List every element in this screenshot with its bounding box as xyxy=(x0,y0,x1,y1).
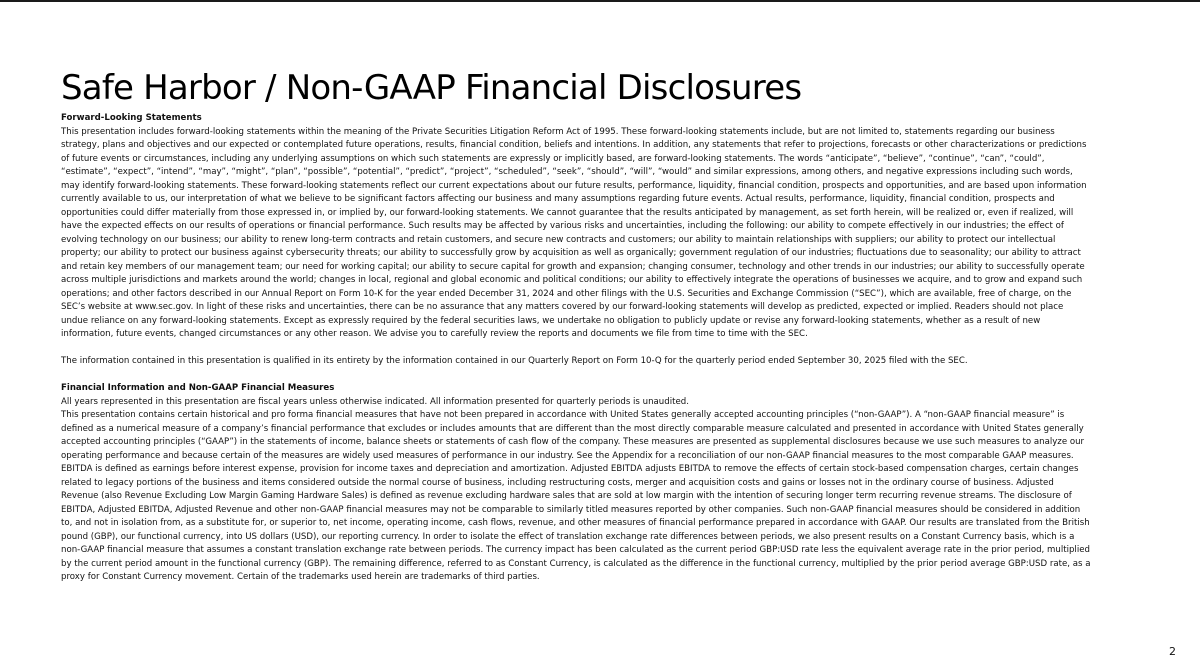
top-border-line xyxy=(0,0,1200,2)
paragraph-spacer xyxy=(61,342,1091,356)
slide-title: Safe Harbor / Non-GAAP Financial Disclosures xyxy=(61,68,802,108)
page-number: 2 xyxy=(1169,645,1176,658)
qualification-paragraph: The information contained in this presentation is qualified in its entirety by the information contained in our Quarterly Report on Form 10-Q for the quarterly period ended September 30, 2025 filed with the SEC. xyxy=(61,356,968,366)
paragraph-spacer xyxy=(61,369,1091,383)
non-gaap-heading: Financial Information and Non-GAAP Financial Measures xyxy=(61,383,335,393)
forward-looking-heading: Forward-Looking Statements xyxy=(61,113,202,123)
non-gaap-paragraph: This presentation contains certain historical and pro forma financial measures that have not been prepared in accordance with United States generally accepted accounting principles (“non-GAAP”). A “non-GAAP financial measure” is defined as a numerical measure of a company’s financial performance that excludes or includes amounts that are different than the most directly comparable measure calculated and presented in accordance with United States generally accepted accounting principles (“GAAP”) in the statements of income, balance sheets or statements of cash flow of the company. These measures are presented as supplemental disclosures because we use such measures to analyze our operating performance and because certain of the measures are widely used measures of performance in our industry. See the Appendix for a reconciliation of our non-GAAP financial measures to the most comparable GAAP measures. EBITDA is defined as earnings before interest expense, provision for income taxes and depreciation and amortization. Adjusted EBITDA adjusts EBITDA to remove the effects of certain stock-based compensation charges, certain changes related to legacy portions of the business and items considered outside the normal course of business, including restructuring costs, merger and acquisition costs and gains or losses not in the ordinary course of business. Adjusted Revenue (also Revenue Excluding Low Margin Gaming Hardware Sales) is defined as revenue excluding hardware sales that are sold at low margin with the intention of securing longer term recurring revenue streams. The disclosure of EBITDA, Adjusted EBITDA, Adjusted Revenue and other non-GAAP financial measures may not be comparable to similarly titled measures reported by other companies. Such non-GAAP financial measures should be considered in addition to, and not in isolation from, as a substitute for, or superior to, net income, operating income, cash flows, revenue, and other measures of financial performance prepared in accordance with GAAP. Our results are translated from the British pound (GBP), our functional currency, into US dollars (USD), our reporting currency. In order to isolate the effect of translation exchange rate differences between periods, we also present results on a Constant Currency basis, which is a non-GAAP financial measure that assumes a constant translation exchange rate between periods. The currency impact has been calculated as the current period GBP:USD rate less the equivalent average rate in the prior period, multiplied by the current period amount in the functional currency (GBP). The remaining difference, referred to as Constant Currency, is calculated as the difference in the functional currency, multiplied by the prior period average GBP:USD rate, as a proxy for Constant Currency movement. Certain of the trademarks used herein are trademarks of third parties. xyxy=(61,410,1091,582)
forward-looking-paragraph: This presentation includes forward-looking statements within the meaning of the Private Securities Litigation Reform Act of 1995. These forward-looking statements include, but are not limited to, statements regarding our business strategy, plans and objectives and our expected or contemplated future operations, results, financial condition, beliefs and intentions. In addition, any statements that refer to projections, forecasts or other characterizations or predictions of future events or circumstances, including any underlying assumptions on which such statements are expressly or implicitly based, are forward-looking statements. The words “anticipate”, “believe”, “continue”, “can”, “could”, “estimate”, “expect”, “intend”, “may”, “might”, “plan”, “possible”, “potential”, “predict”, “project”, “scheduled”, “seek”, “should”, “will”, “would” and similar expressions, among others, and negative expressions including such words, may identify forward-looking statements. These forward-looking statements reflect our current expectations about our future results, performance, liquidity, financial condition, prospects and opportunities, and are based upon information currently available to us, our interpretation of what we believe to be significant factors affecting our business and many assumptions regarding future events. Actual results, performance, liquidity, financial condition, prospects and opportunities could differ materially from those expressed in, or implied by, our forward-looking statements. We cannot guarantee that the results anticipated by management, as set forth herein, will be realized or, even if realized, will have the expected effects on our results of operations or financial performance. Such results may be affected by various risks and uncertainties, including the following: our ability to compete effectively in our industries; the effect of evolving technology on our business; our ability to renew long-term contracts and retain customers, and secure new contracts and customers; our ability to maintain relationships with suppliers; our ability to protect our intellectual property; our ability to protect our business against cybersecurity threats; our ability to successfully grow by acquisition as well as organically; government regulation of our industries; fluctuations due to seasonality; our ability to attract and retain key members of our management team; our need for working capital; our ability to secure capital for growth and expansion; changing consumer, technology and other trends in our industries; our ability to successfully operate across multiple jurisdictions and markets around the world; changes in local, regional and global economic and political conditions; our ability to effectively integrate the operations of businesses we acquire, and to grow and expand such operations; and other factors described in our Annual Report on Form 10-K for the year ended December 31, 2024 and other filings with the U.S. Securities and Exchange Commission (“SEC”), which are available, free of charge, on the SEC’s website at www.sec.gov. In light of these risks and uncertainties, there can be no assurance that any matters covered by our forward-looking statements will develop as predicted, expected or implied. Readers should not place undue reliance on any forward-looking statements. Except as expressly required by the federal securities laws, we undertake no obligation to publicly update or revise any forward-looking statements, whether as a result of new information, future events, changed circumstances or any other reason. We advise you to carefully review the reports and documents we file from time to time with the SEC. xyxy=(61,126,1087,339)
disclosure-body xyxy=(61,112,1091,585)
fiscal-years-note: All years represented in this presentation are fiscal years unless otherwise indicated. All information presented for quarterly periods is unaudited. xyxy=(61,396,689,407)
